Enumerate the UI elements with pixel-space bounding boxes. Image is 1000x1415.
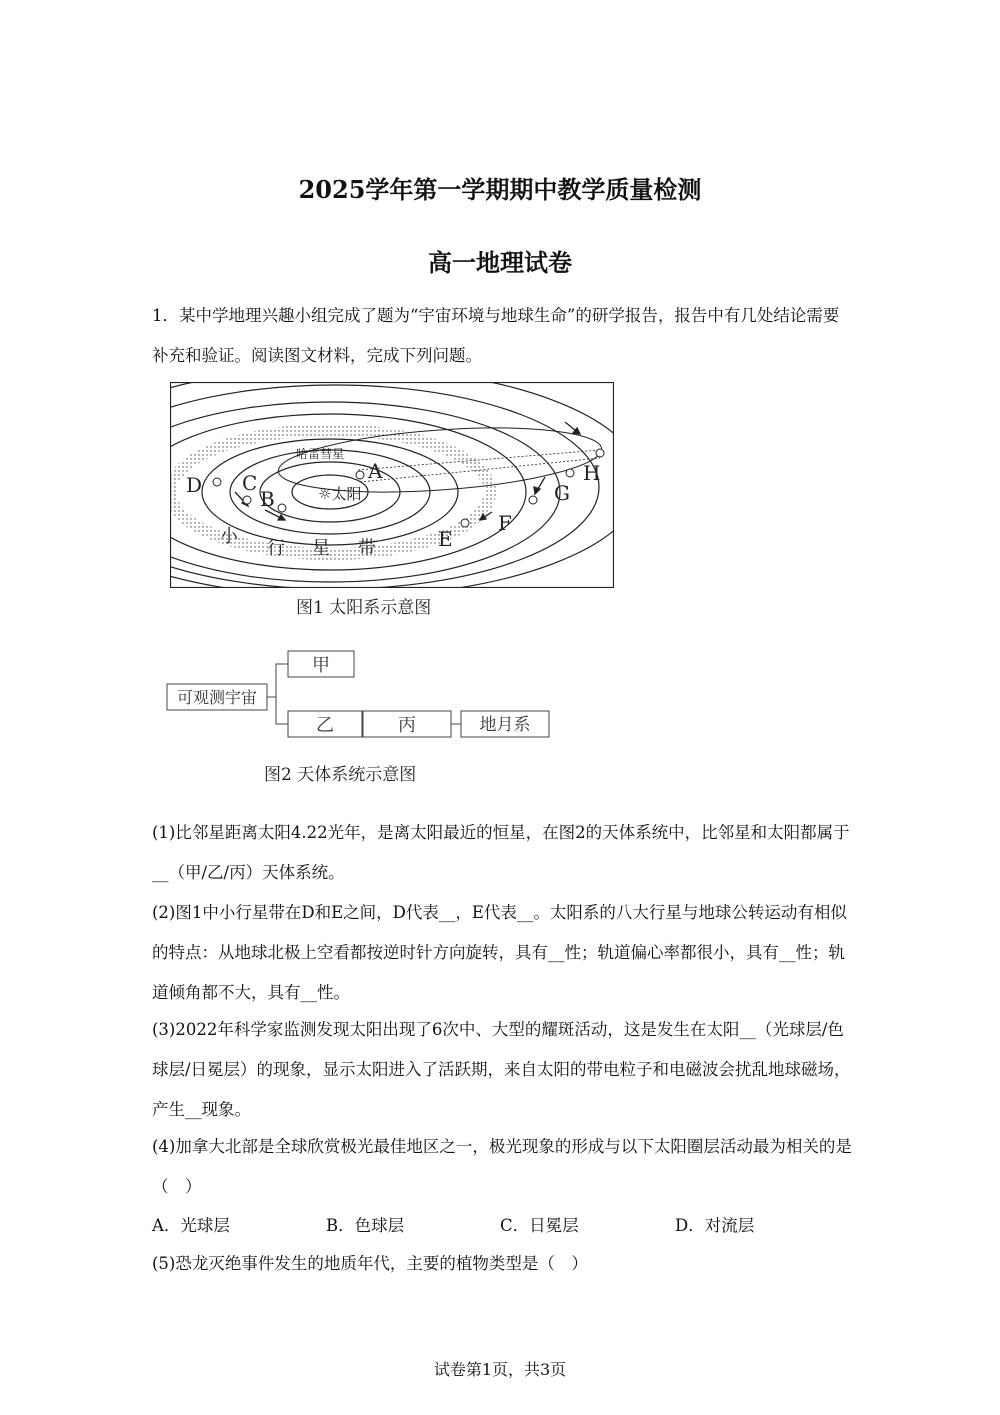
planet-label-h: H [583,461,601,485]
halley-comet-label: 哈雷彗星 [296,447,345,461]
planet-label-d: D [186,473,203,497]
solar-system-diagram [170,382,614,588]
sub-question-3: (3)2022年科学家监测发现太阳出现了6次中、大型的耀斑活动，这是发生在太阳__（光球层/色球层/日冕层）的现象，显示太阳进入了活跃期，来自太阳的带电粒子和电磁波会扰乱地球磁场，产生__现象。 [152,1020,851,1119]
celestial-system-diagram [164,646,554,742]
figure-1-caption: 图1 太阳系示意图 [296,598,432,618]
figure-2-caption: 图2 天体系统示意图 [264,765,417,785]
planet-label-g: G [554,481,570,505]
question-1-stem: 1．某中学地理兴趣小组完成了题为“宇宙环境与地球生命”的研学报告，报告中有几处结论需要补充和验证。阅读图文材料，完成下列问题。 [152,306,840,365]
planet-label-b: B [260,487,275,511]
planet-label-a: A [368,459,383,483]
label-earth-moon: 地月系 [479,715,531,735]
option-a: A．光球层 [152,1216,230,1235]
belt-char-3: 星 [312,538,330,559]
label-yi: 乙 [316,715,334,736]
label-bing: 丙 [398,715,416,736]
exam-subtitle: 高一地理试卷 [428,248,572,277]
page-footer: 试卷第1页，共3页 [433,1360,567,1379]
label-observable-universe: 可观测宇宙 [176,688,258,707]
sub-question-1: (1)比邻星距离太阳4.22光年，是离太阳最近的恒星，在图2的天体系统中，比邻星和太阳都属于__（甲/乙/丙）天体系统。 [152,823,850,882]
sub-question-2: (2)图1中小行星带在D和E之间，D代表__，E代表__。太阳系的八大行星与地球公转运动有相似的特点：从地球北极上空看都按逆时针方向旋转，具有__性；轨道偏心率都很小，具有__性；轨道倾角都不大，具有__性。 [152,903,847,1002]
belt-char-4: 带 [358,538,376,559]
belt-char-2: 行 [267,538,285,559]
option-d: D．对流层 [675,1216,755,1235]
planet-label-c: C [242,471,258,495]
belt-char-1: 小 [220,526,238,547]
sun-label: ☼太阳 [318,485,362,503]
option-b: B．色球层 [326,1216,405,1235]
sub-question-5: (5)恐龙灭绝事件发生的地质年代，主要的植物类型是（ ） [152,1254,588,1273]
planet-label-f: F [498,511,512,535]
sub-question-4: (4)加拿大北部是全球欣赏极光最佳地区之一，极光现象的形成与以下太阳圈层活动最为相关的是（ ） [152,1137,852,1196]
label-jia: 甲 [312,655,330,676]
planet-label-e: E [438,527,453,551]
exam-title: 2025学年第一学期期中教学质量检测 [298,175,702,204]
option-c: C．日冕层 [500,1216,579,1235]
